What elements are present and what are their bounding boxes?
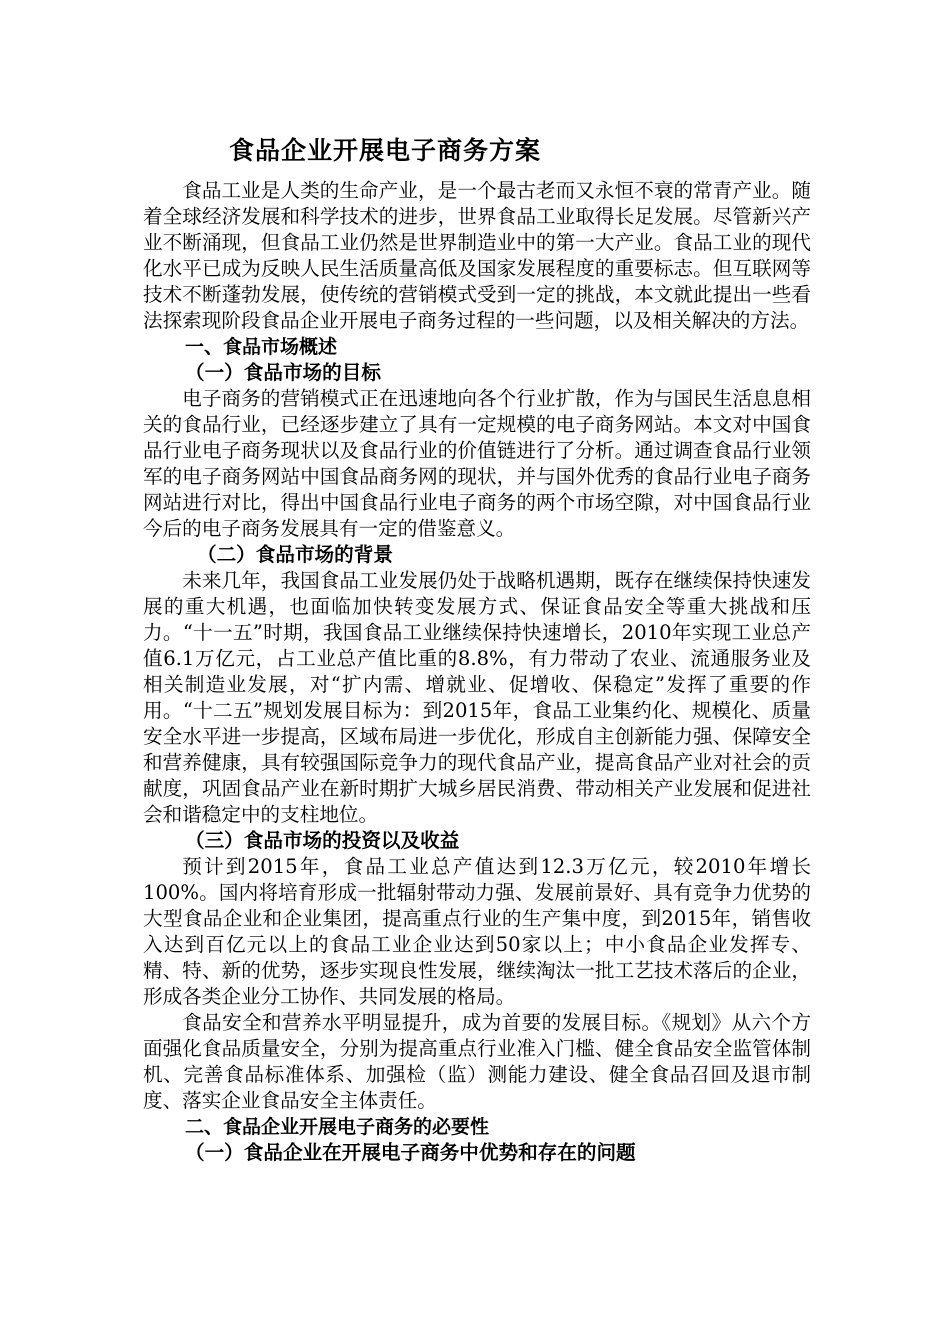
section-1-2-heading: （二）食品市场的背景 (197, 543, 393, 566)
intro-paragraph: 食品工业是人类的生命产业，是一个最古老而又永恒不衰的常青产业。随着全球经济发展和科学技术的进步，世界食品工业取得长足发展。尽管新兴产业不断涌现，但食品工业仍然是世界制造业中的第一大产业。食品工业的现代化水平已成为反映人民生活质量高低及国家发展程度的重要标志。但互联网等技术不断蓬勃发展，使传统的营销模式受到一定的挑战，本文就此提出一些看法探索现阶段食品企业开展电子商务过程的一些问题，以及相关解决的方法。 (143, 179, 811, 332)
section-2-1-heading: （一）食品企业在开展电子商务中优势和存在的问题 (185, 1141, 636, 1164)
section-1-3-paragraph-2: 食品安全和营养水平明显提升，成为首要的发展目标。《规划》从六个方面强化食品质量安全，分别为提高重点行业准入门槛、健全食品安全监管体制机、完善食品标准体系、加强检（监）测能力建设、健全食品召回及退市制度、落实企业食品安全主体责任。 (143, 1011, 811, 1112)
document-title: 食品企业开展电子商务方案 (229, 136, 542, 165)
section-1-1-paragraph: 电子商务的营销模式正在迅速地向各个行业扩散，作为与国民生活息息相关的食品行业，已经逐步建立了具有一定规模的电子商务网站。本文对中国食品行业电子商务现状以及食品行业的价值链进行了分析。通过调查食品行业领军的电子商务网站中国食品商务网的现状，并与国外优秀的食品行业电子商务网站进行对比，得出中国食品行业电子商务的两个市场空隙，对中国食品行业今后的电子商务发展具有一定的借鉴意义。 (143, 387, 811, 540)
section-1-1-heading: （一）食品市场的目标 (185, 361, 381, 384)
section-1-2-paragraph: 未来几年，我国食品工业发展仍处于战略机遇期，既存在继续保持快速发展的重大机遇，也面临加快转变发展方式、保证食品安全等重大挑战和压力。“十一五”时期，我国食品工业继续保持快速增长，2010年实现工业总产值6.1万亿元，占工业总产值比重的8.8%，有力带动了农业、流通服务业及相关制造业发展，对“扩内需、增就业、促增收、保稳定”发挥了重要的作用。“十二五”规划发展目标为：到2015年，食品工业集约化、规模化、质量安全水平进一步提高，区域布局进一步优化，形成自主创新能力强、保障安全和营养健康，具有较强国际竞争力的现代食品产业，提高食品产业对社会的贡献度，巩固食品产业在新时期扩大城乡居民消费、带动相关产业发展和促进社会和谐稳定中的支柱地位。 (143, 569, 811, 826)
section-1-3-heading: （三）食品市场的投资以及收益 (185, 829, 460, 852)
section-2-heading: 二、食品企业开展电子商务的必要性 (185, 1116, 490, 1138)
document-body (143, 128, 811, 1166)
section-1-heading: 一、食品市场概述 (185, 336, 338, 358)
section-1-3-paragraph-1: 预计到2015年，食品工业总产值达到12.3万亿元，较2010年增长100%。国内将培育形成一批辐射带动力强、发展前景好、具有竞争力优势的大型食品企业和企业集团，提高重点行业的生产集中度，到2015年，销售收入达到百亿元以上的食品工业企业达到50家以上；中小食品企业发挥专、精、特、新的优势，逐步实现良性发展，继续淘汰一批工艺技术落后的企业，形成各类企业分工协作、共同发展的格局。 (143, 855, 811, 1008)
